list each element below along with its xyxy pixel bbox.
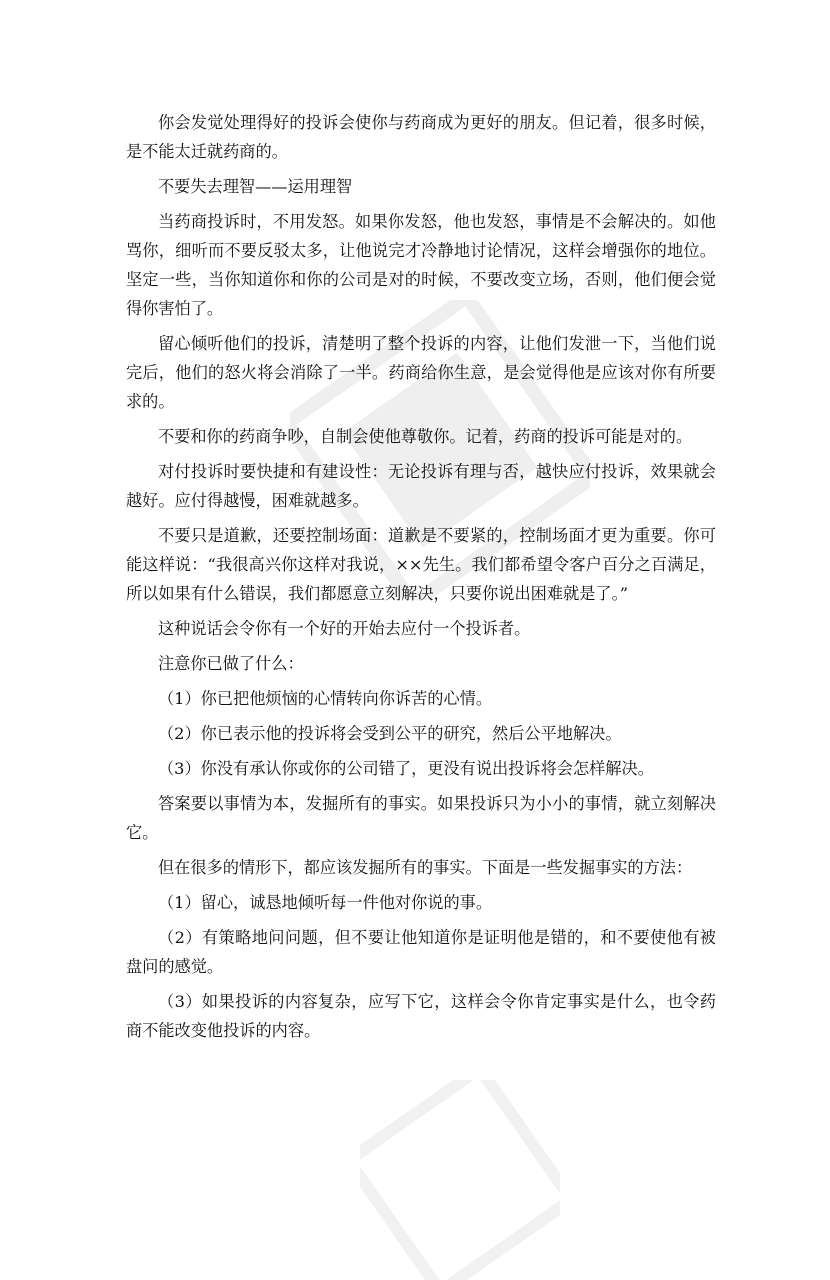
list-item-1: （1）你已把他烦恼的心情转向你诉苦的心情。 xyxy=(158,689,493,708)
list-item-3: （3）你没有承认你或你的公司错了，更没有说出投诉将会怎样解决。 xyxy=(158,759,654,778)
paragraph-6: 对付投诉时要快捷和有建设性：无论投诉有理与否，越快应付投诉，效果就会越好。应付得越慢，困难就越多。 xyxy=(126,462,716,510)
method-item-2: （2）有策略地问问题，但不要让他知道你是证明他是错的，和不要使他有被盘问的感觉。 xyxy=(126,928,716,976)
paragraph-7: 不要只是道歉，还要控制场面：道歉是不要紧的，控制场面才更为重要。你可能这样说：“我很高兴你这样对我说，××先生。我们都希望令客户百分之百满足，所以如果有什么错误，我们都愿意立刻解决，只要你说出困难就是了。” xyxy=(126,526,716,603)
list-item-2: （2）你已表示他的投诉将会受到公平的研究，然后公平地解决。 xyxy=(158,724,622,743)
paragraph-5: 不要和你的药商争吵，自制会使他尊敬你。记着，药商的投诉可能是对的。 xyxy=(158,427,693,446)
paragraph-4: 留心倾听他们的投诉，清楚明了整个投诉的内容，让他们发泄一下，当他们说完后，他们的怒火将会消除了一半。药商给你生意，是会觉得他是应该对你有所要求的。 xyxy=(126,334,716,411)
paragraph-3: 当药商投诉时，不用发怒。如果你发怒，他也发怒，事情是不会解决的。如他骂你，细听而不要反驳太多，让他说完才冷静地讨论情况，这样会增强你的地位。坚定一些，当你知道你和你的公司是对的时候，不要改变立场，否则，他们便会觉得你害怕了。 xyxy=(126,212,716,318)
section-heading: 不要失去理智——运用理智 xyxy=(158,177,353,196)
document-body xyxy=(126,108,716,1045)
paragraph-13: 答案要以事情为本，发掘所有的事实。如果投诉只为小小的事情，就立刻解决它。 xyxy=(126,794,716,842)
paragraph-9: 注意你已做了什么： xyxy=(158,654,304,673)
paragraph-8: 这种说话会令你有一个好的开始去应付一个投诉者。 xyxy=(158,619,531,638)
paragraph-14: 但在很多的情形下，都应该发掘所有的事实。下面是一些发掘事实的方法： xyxy=(158,858,693,877)
paragraph-1: 你会发觉处理得好的投诉会使你与药商成为更好的朋友。但记着，很多时候，是不能太迁就药商的。 xyxy=(126,113,716,161)
method-item-3: （3）如果投诉的内容复杂，应写下它，这样会令你肯定事实是什么，也令药商不能改变他投诉的内容。 xyxy=(126,992,716,1040)
method-item-1: （1）留心，诚恳地倾听每一件他对你说的事。 xyxy=(158,893,493,912)
watermark-seal-icon-bottom xyxy=(360,1080,560,1280)
